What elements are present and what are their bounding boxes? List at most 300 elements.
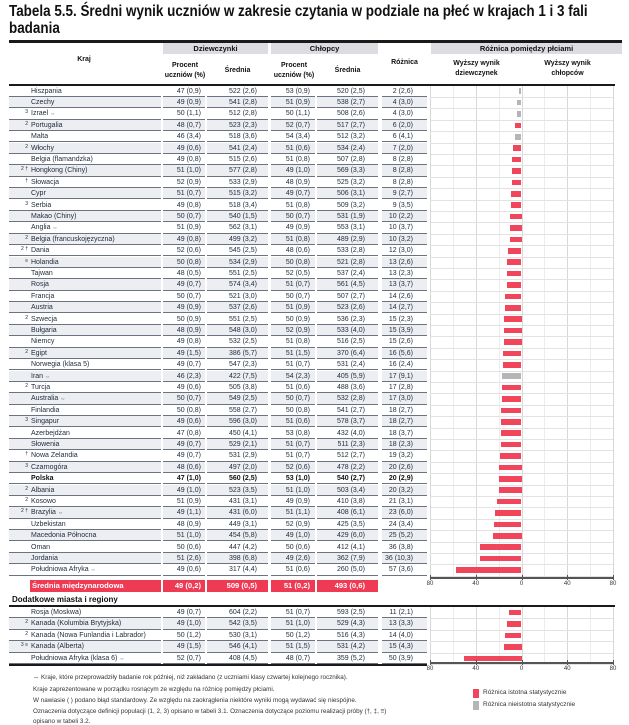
axis-tick-label: 40 [472, 581, 480, 587]
table-row [0, 382, 430, 393]
cell-gp: 46 (2,3) [163, 371, 205, 382]
chart-row-line [430, 393, 613, 394]
country-name [30, 154, 161, 165]
table-row [0, 314, 430, 325]
cell-bm: 531 (2,4) [317, 359, 378, 370]
table-row [0, 496, 430, 507]
country-label: Czarnogóra [31, 463, 68, 471]
cell-gp: 49 (0,9) [163, 97, 205, 108]
cell-diff: 36 (10,3) [382, 553, 427, 564]
cell-diff: 20 (2,6) [382, 462, 427, 473]
country-name [30, 325, 161, 336]
country-label: Hiszpania [31, 87, 62, 95]
table-row [0, 371, 430, 382]
cell-gm: 317 (4,4) [207, 564, 268, 575]
chart-gridline [590, 607, 591, 663]
country-label: Australia [31, 395, 59, 403]
difference-bar [464, 656, 521, 662]
cell-gm: 541 (2,4) [207, 143, 268, 154]
country-label: Azerbejdżan [31, 429, 70, 437]
country-name [30, 234, 161, 245]
difference-bar [494, 522, 521, 528]
table-row [0, 428, 430, 439]
late-testing-icon: ⇔ [90, 567, 97, 574]
cell-bp: 50 (0,9) [271, 314, 315, 325]
cell-bp: 49 (0,9) [271, 222, 315, 233]
cell-bp: 52 (0,5) [271, 268, 315, 279]
cell-bp: 51 (0,7) [271, 439, 315, 450]
cell-gm: 551 (2,5) [207, 314, 268, 325]
cell-gm: 541 (2,8) [207, 97, 268, 108]
difference-bar [480, 544, 521, 550]
country-label: Albania [31, 486, 55, 494]
cell-bm: 578 (3,7) [317, 416, 378, 427]
axis-tick-mark [430, 575, 431, 580]
cell-gp: 52 (0,9) [163, 177, 205, 188]
chart-row-line [430, 485, 613, 486]
population-note: 2 † [9, 507, 30, 518]
cell-gp: 49 (0,8) [163, 234, 205, 245]
cell-bp: 51 (1,1) [271, 507, 315, 518]
country-label: Południowa Afryka [31, 566, 89, 574]
header-pct-line1: Procent [171, 62, 199, 69]
cell-gp: 51 (1,0) [163, 165, 205, 176]
table-row [0, 86, 430, 97]
cell-gp: 47 (0,8) [163, 428, 205, 439]
header-girls: Dziewczynki [163, 43, 268, 54]
chart-row-line [430, 564, 613, 565]
cell-gp: 46 (3,4) [163, 131, 205, 142]
cell-bp: 52 (0,9) [271, 519, 315, 530]
cell-diff: 10 (3,2) [382, 234, 427, 245]
cell-diff: 16 (5,6) [382, 348, 427, 359]
population-note [9, 211, 30, 222]
country-label: Nowa Zelandia [31, 452, 78, 460]
cell-diff: 13 (3,7) [382, 279, 427, 290]
cell-bm: 425 (3,5) [317, 519, 378, 530]
difference-bar [507, 259, 522, 265]
cell-gm: 398 (6,8) [207, 553, 268, 564]
header-girls-mean: Średnia [224, 67, 251, 74]
cell-bp: 54 (2,3) [271, 371, 315, 382]
cell-bm: 511 (2,3) [317, 439, 378, 450]
country-name [30, 630, 161, 642]
axis-tick-mark [567, 575, 568, 580]
difference-bar [512, 157, 521, 163]
cell-gp: 49 (0,7) [163, 279, 205, 290]
country-name [30, 416, 161, 427]
population-note [9, 428, 30, 439]
cell-diff: 57 (3,6) [382, 564, 427, 575]
late-testing-icon: ⇔ [45, 373, 51, 380]
country-label: Izrael [31, 110, 49, 118]
cell-diff: 8 (2,8) [382, 165, 427, 176]
country-name [30, 653, 161, 665]
header-diff: Różnica [391, 59, 418, 66]
difference-bar [456, 567, 521, 573]
chart-row-line [430, 439, 613, 440]
cell-bp: 50 (0,8) [271, 405, 315, 416]
country-name [30, 200, 161, 211]
cell-bm: 503 (3,4) [317, 485, 378, 496]
difference-bar [517, 100, 522, 106]
country-label: Włochy [31, 144, 54, 152]
country-label: Słowacja [31, 178, 60, 186]
country-label: Dania [31, 247, 50, 255]
chart-row-line [430, 325, 613, 326]
table-row [0, 302, 430, 313]
population-note [9, 439, 30, 450]
chart-gridline [476, 86, 477, 578]
cell-gm: 531 (2,9) [207, 450, 268, 461]
country-name [30, 177, 161, 188]
table-title-line1: Tabela 5.5. Średni wynik uczniów w zakresie czytania w podziale na płeć w krajach 1 i 3 fali [9, 3, 588, 20]
country-name [30, 348, 161, 359]
table-row [0, 257, 430, 268]
country-name [30, 279, 161, 290]
cell-gp: 48 (0,6) [163, 462, 205, 473]
population-note [9, 131, 30, 142]
country-label: Finlandia [31, 406, 60, 414]
population-note: 2 [9, 234, 30, 245]
chart-row-line [430, 108, 613, 109]
country-label: Kanada (Nowa Funlandia i Labrador) [31, 631, 146, 639]
population-note [9, 371, 30, 382]
country-name [30, 496, 161, 507]
cell-bp: 51 (0,6) [271, 143, 315, 154]
country-name [30, 607, 161, 619]
population-note: 2 [9, 382, 30, 393]
chart-row-line [430, 348, 613, 349]
country-label: Południowa Afryka (klasa 6) [31, 654, 118, 662]
chart-gridline [544, 86, 545, 578]
header-boys-higher-line1: Wyższy wynik [544, 60, 591, 67]
country-label: Iran [31, 372, 44, 380]
cell-diff: 2 (2,6) [382, 86, 427, 97]
country-name [30, 618, 161, 630]
country-name [30, 473, 161, 484]
cell-bp: 50 (0,8) [271, 257, 315, 268]
table-row [0, 564, 430, 575]
chart-row-line [430, 496, 613, 497]
country-label: Austria [31, 304, 53, 312]
axis-tick-label: 80 [609, 666, 617, 672]
difference-bar [503, 362, 521, 368]
cell-bm: 569 (3,3) [317, 165, 378, 176]
population-note [9, 553, 30, 564]
chart-row-line [430, 268, 613, 269]
country-label: Tajwan [31, 269, 53, 277]
chart-row-line [430, 211, 613, 212]
cell-gm: 431 (3,1) [207, 496, 268, 507]
chart-gridline [613, 607, 614, 663]
country-label: Serbia [31, 201, 52, 209]
cell-bm: 507 (2,7) [317, 291, 378, 302]
table-row [0, 530, 430, 541]
table-title-line2: badania [9, 20, 60, 37]
cell-diff: 10 (3,7) [382, 222, 427, 233]
chart-row-line [430, 507, 613, 508]
cell-gm: 604 (2,2) [207, 607, 268, 619]
population-note [9, 519, 30, 530]
cell-gp: 49 (1,0) [163, 618, 205, 630]
cell-diff: 6 (2,0) [382, 120, 427, 131]
cell-gp: 49 (0,8) [163, 154, 205, 165]
chart-row-line [430, 165, 613, 166]
population-note [9, 564, 30, 575]
chart-row-line [430, 382, 613, 383]
cell-bp: 48 (0,9) [271, 177, 315, 188]
cell-bp: 52 (0,6) [271, 462, 315, 473]
country-name [30, 222, 161, 233]
difference-bar [515, 134, 522, 140]
cell-bp: 54 (3,4) [271, 131, 315, 142]
cell-bm: 405 (5,9) [317, 371, 378, 382]
cell-bp: 49 (2,6) [271, 553, 315, 564]
cell-diff: 24 (3,4) [382, 519, 427, 530]
cell-diff: 15 (2,3) [382, 314, 427, 325]
difference-bar [505, 294, 521, 300]
cell-diff: 7 (2,0) [382, 143, 427, 154]
cell-bm: 516 (2,5) [317, 336, 378, 347]
table-row [0, 641, 430, 653]
cell-diff: 9 (3,5) [382, 200, 427, 211]
axis-tick-mark [522, 575, 523, 580]
chart-row-line [430, 200, 613, 201]
cell-bp: 51 (0,7) [271, 279, 315, 290]
cell-diff: 17 (3,0) [382, 393, 427, 404]
cell-bp: 51 (0,7) [271, 359, 315, 370]
cell-bm: 507 (2,8) [317, 154, 378, 165]
difference-bar [499, 487, 522, 493]
table-row [0, 542, 430, 553]
cell-bm: 533 (4,0) [317, 325, 378, 336]
late-testing-icon: ⇔ [50, 111, 56, 118]
cell-gm: 449 (3,1) [207, 519, 268, 530]
cell-bp: 51 (1,5) [271, 641, 315, 653]
cell-bp: 50 (0,7) [271, 211, 315, 222]
population-note: 2 † [9, 245, 30, 256]
difference-bar [480, 556, 521, 562]
cell-bp: 51 (0,6) [271, 564, 315, 575]
cell-bm: 541 (2,7) [317, 405, 378, 416]
chart-row-line [430, 222, 613, 223]
cell-gp: 49 (0,7) [163, 607, 205, 619]
difference-bar [499, 465, 522, 471]
chart-row-line [430, 653, 613, 654]
cell-bm: 506 (3,1) [317, 188, 378, 199]
header-girls-higher [431, 59, 522, 78]
footnote-1: Kraje zaprezentowane w porządku rosnącym ze względu na różnicę pomiędzy płciami. [33, 686, 275, 693]
cell-bm: 260 (5,0) [317, 564, 378, 575]
chart-row-line [430, 131, 613, 132]
cell-diff: 8 (2,8) [382, 154, 427, 165]
late-testing-icon: ⇔ [119, 655, 125, 662]
chart-row-line [430, 245, 613, 246]
cell-bm: 540 (2,7) [317, 473, 378, 484]
cell-bp: 51 (1,5) [271, 348, 315, 359]
cell-gm: 523 (2,3) [207, 120, 268, 131]
axis-tick-mark [522, 660, 523, 665]
cell-bm: 410 (3,8) [317, 496, 378, 507]
population-note [9, 336, 30, 347]
average-row [0, 580, 430, 592]
cell-diff: 13 (2,6) [382, 257, 427, 268]
axis-tick-label: 40 [472, 666, 480, 672]
country-label: Jordania [31, 554, 58, 562]
chart-row-line [430, 450, 613, 451]
cell-gp: 49 (0,8) [163, 336, 205, 347]
cell-bp: 48 (0,6) [271, 245, 315, 256]
cell-diff: 9 (2,7) [382, 188, 427, 199]
table-row [0, 618, 430, 630]
cell-gp: 51 (1,0) [163, 530, 205, 541]
country-name [30, 371, 161, 382]
cell-gp: 48 (0,9) [163, 519, 205, 530]
cell-bp: 51 (0,7) [271, 607, 315, 619]
cell-gp: 49 (0,7) [163, 359, 205, 370]
table-row [0, 177, 430, 188]
cell-gm: 558 (2,7) [207, 405, 268, 416]
chart-row-line [430, 302, 613, 303]
difference-bar [502, 385, 521, 391]
cell-diff: 11 (2,1) [382, 607, 427, 619]
axis-tick-label: 80 [609, 581, 617, 587]
chart-row-line [430, 234, 613, 235]
difference-bar [507, 621, 522, 627]
cell-gp: 48 (0,7) [163, 120, 205, 131]
cell-gm: 596 (3,0) [207, 416, 268, 427]
population-note: 2 [9, 314, 30, 325]
cell-bm: 429 (6,0) [317, 530, 378, 541]
cell-gp: 50 (0,7) [163, 211, 205, 222]
cell-gp: 51 (0,9) [163, 496, 205, 507]
country-label: Makao (Chiny) [31, 212, 77, 220]
chart-gridline [613, 86, 614, 578]
cell-bm: 537 (2,4) [317, 268, 378, 279]
chart-row-line [430, 359, 613, 360]
country-label: Kanada (Kolumbia Brytyjska) [31, 620, 122, 627]
chart-row-line [430, 120, 613, 121]
country-name [30, 382, 161, 393]
difference-bar [503, 351, 521, 357]
header-kraj: Kraj [77, 56, 91, 63]
cell-gm: 454 (5,8) [207, 530, 268, 541]
cell-diff: 16 (2,4) [382, 359, 427, 370]
population-note: 2 [9, 496, 30, 507]
cell-diff: 21 (3,1) [382, 496, 427, 507]
chart-gridline [499, 607, 500, 663]
difference-bar [507, 271, 522, 277]
country-label: Malta [31, 133, 49, 141]
country-name [30, 245, 161, 256]
cell-diff: 15 (4,3) [382, 641, 427, 653]
cell-bp: 51 (0,8) [271, 200, 315, 211]
table-row [0, 234, 430, 245]
country-name [30, 336, 161, 347]
population-note [9, 188, 30, 199]
cell-gm: 408 (4,5) [207, 653, 268, 665]
country-name [30, 165, 161, 176]
cell-bm: 531 (1,9) [317, 211, 378, 222]
cell-bp: 51 (0,6) [271, 416, 315, 427]
header-pct-line2: uczniów (%) [164, 71, 206, 79]
difference-bar [501, 408, 522, 414]
cell-gm: 547 (2,3) [207, 359, 268, 370]
chart-row-line [430, 279, 613, 280]
country-name [30, 291, 161, 302]
axis-tick-mark [567, 660, 568, 665]
difference-bar [519, 88, 521, 94]
country-label: Francja [31, 292, 55, 300]
cell-bp: 51 (0,8) [271, 234, 315, 245]
difference-bar [504, 339, 521, 345]
axis-tick-label: 80 [426, 581, 434, 587]
cell-diff: 17 (9,1) [382, 371, 427, 382]
cell-bp: 53 (0,8) [271, 428, 315, 439]
country-label: Singapur [31, 418, 60, 426]
country-label: Niemcy [31, 338, 55, 346]
chart-row-line [430, 473, 613, 474]
cell-bm: 534 (2,4) [317, 143, 378, 154]
cell-bm: 359 (5,2) [317, 653, 378, 665]
population-note [9, 405, 30, 416]
cell-bm: 478 (2,2) [317, 462, 378, 473]
chart-gridline [430, 86, 431, 578]
cell-gp: 50 (1,2) [163, 630, 205, 642]
cell-bp: 48 (0,7) [271, 653, 315, 665]
chart-row-line [430, 416, 613, 417]
country-label: Egipt [31, 349, 47, 357]
population-note [9, 222, 30, 233]
chart-gridline [453, 86, 454, 578]
chart-row-line [430, 618, 613, 619]
cell-gm: 450 (4,1) [207, 428, 268, 439]
country-name [30, 519, 161, 530]
country-label: Polska [31, 475, 54, 483]
country-name [30, 439, 161, 450]
cell-bm: 531 (4,2) [317, 641, 378, 653]
cell-gm: 529 (2,1) [207, 439, 268, 450]
cell-bp: 53 (1,0) [271, 473, 315, 484]
country-name [30, 530, 161, 541]
population-note [9, 97, 30, 108]
population-note [9, 302, 30, 313]
cell-gp: 51 (2,6) [163, 553, 205, 564]
population-note [9, 279, 30, 290]
cell-diff: 8 (2,8) [382, 177, 427, 188]
difference-bar [504, 316, 521, 322]
country-name [30, 507, 161, 518]
cell-bm: 525 (3,2) [317, 177, 378, 188]
chart-row-line [430, 553, 613, 554]
footnote-late [33, 674, 348, 681]
table-row [0, 553, 430, 564]
table-row [0, 120, 430, 131]
cell-diff: 20 (2,9) [382, 473, 427, 484]
cell-gp: 47 (0,9) [163, 86, 205, 97]
cell-gp: 49 (0,6) [163, 382, 205, 393]
cell-gp: 48 (0,5) [163, 268, 205, 279]
cell-diff: 25 (5,2) [382, 530, 427, 541]
country-name [30, 257, 161, 268]
country-label: Słowenia [31, 440, 60, 448]
cell-gm: 549 (2,5) [207, 393, 268, 404]
average-bm: 493 (0,6) [317, 580, 378, 592]
table-row [0, 630, 430, 642]
header-girls-pct [163, 61, 207, 80]
cell-gp: 49 (0,9) [163, 302, 205, 313]
